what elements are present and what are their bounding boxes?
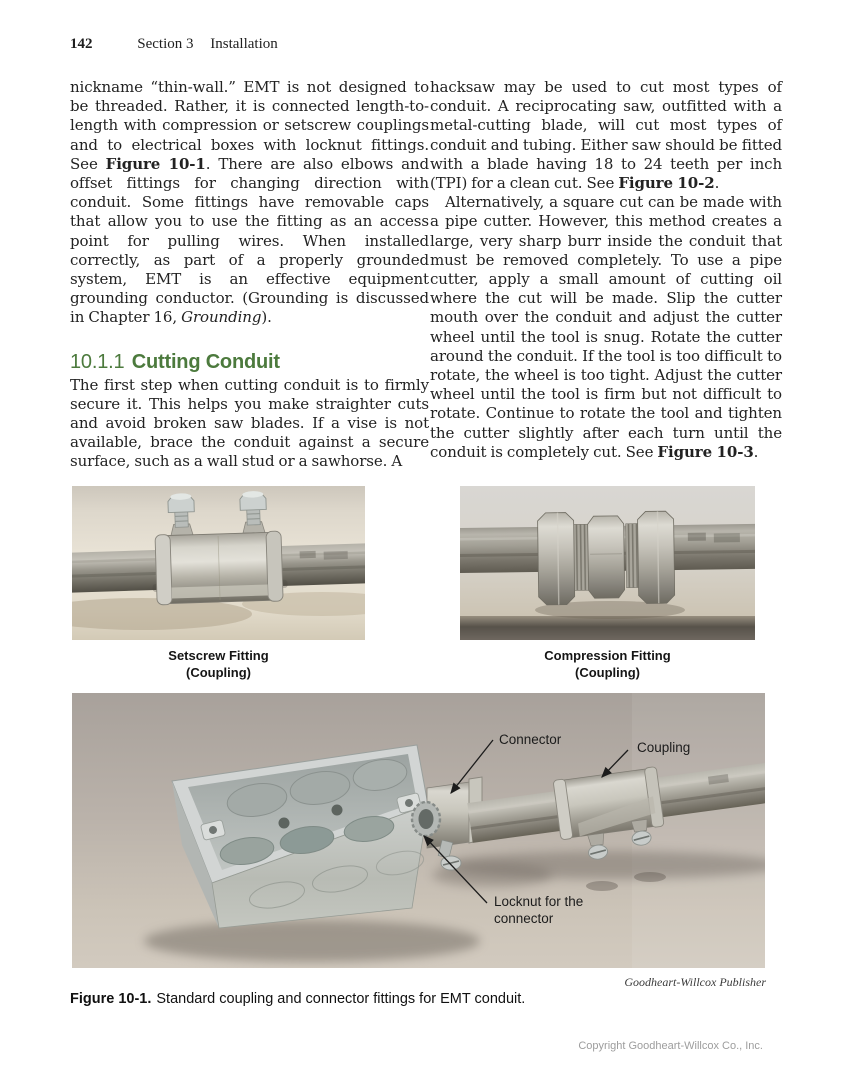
compression-fitting-photo: [460, 486, 755, 640]
heading-title: Cutting Conduit: [131, 350, 280, 373]
compression-caption: [460, 648, 755, 681]
coupling-label: Coupling: [637, 740, 691, 755]
paragraph-saws: hacksaw may be used to cut most types of conduit. A reciprocating saw, outfitted with a metal-cutting blade, will cut most types of conduit and tubing. Either saw should be fitted with a blade having 18 to 24 teeth per inch (TPI) for a clean cut. See Figure 10-2.: [430, 78, 782, 193]
setscrew-fitting-photo: [72, 486, 365, 640]
figure-10-1-photo: [72, 693, 765, 968]
caption-line: Compression Fitting: [544, 648, 671, 663]
locknut-label: [494, 893, 583, 927]
left-text-column: [70, 78, 429, 472]
coupling-center-hex: [588, 516, 625, 598]
figure-caption-label: Figure 10-1.: [70, 991, 152, 1007]
section-heading: [70, 351, 429, 373]
emt-box-illustration: [72, 693, 765, 968]
compression-coupling: [538, 511, 675, 605]
right-text-column: [430, 78, 782, 462]
compression-nut-left: [538, 512, 575, 604]
locknut-label-line: Locknut for the: [494, 894, 584, 909]
page-number: 142: [70, 36, 93, 52]
compression-nut-right: [637, 511, 674, 603]
figure-caption-text: Standard coupling and connector fittings for EMT conduit.: [156, 991, 526, 1007]
section-label: Section 3: [137, 36, 194, 52]
locknut-label-line: connector: [494, 911, 554, 926]
connector-label: Connector: [499, 732, 562, 747]
copyright-notice: Copyright Goodheart-Willcox Co., Inc.: [578, 1040, 763, 1052]
setscrew-caption: [72, 648, 365, 681]
compression-photo-illustration: [460, 486, 755, 640]
heading-number: 10.1.1: [70, 350, 125, 373]
section-chapter-title: Installation: [210, 36, 278, 52]
setscrew-photo-illustration: [72, 486, 365, 640]
caption-line: (Coupling): [186, 664, 251, 680]
caption-line: Setscrew Fitting: [168, 648, 269, 663]
paragraph-emt-fittings: nickname “thin-wall.” EMT is not designed to be threaded. Rather, it is connected length-to-length with compression or setscrew couplings and to electrical boxes with locknut fittings. See Figure 10-1. There are also elbows and offset fittings for changing direction with conduit. Some fittings have removable caps that allow you to use the fitting as an access point for pulling wires. When installed correctly, as part of a properly grounded system, EMT is an effective equipment grounding conductor. (Grounding is discussed in Chapter 16, Grounding).: [70, 78, 429, 327]
running-head: [70, 36, 278, 53]
caption-line: (Coupling): [575, 664, 640, 680]
figure-caption: [70, 991, 525, 1007]
paragraph-cutting-conduit: The first step when cutting conduit is to firmly secure it. This helps you make straighter cuts and avoid broken saw blades. If a vise is not available, brace the conduit against a secure surface, such as a wall stud or a sawhorse. A: [70, 375, 429, 471]
paragraph-pipe-cutter: Alternatively, a square cut can be made with a pipe cutter. However, this method creates a large, very sharp burr inside the conduit that must be removed completely. To use a pipe cutter, apply a small amount of cutting oil where the cut will be made. Slip the cutter mouth over the conduit and adjust the cutter wheel until the tool is snug. Rotate the cutter around the conduit. If the tool is too difficult to rotate, the wheel is too tight. Adjust the cutter wheel until the tool is firm but not difficult to rotate. Continue to rotate the tool and tighten the cutter slightly after each turn until the conduit is completely cut. See Figure 10-3.: [430, 193, 782, 461]
publisher-credit: Goodheart-Willcox Publisher: [624, 975, 766, 989]
